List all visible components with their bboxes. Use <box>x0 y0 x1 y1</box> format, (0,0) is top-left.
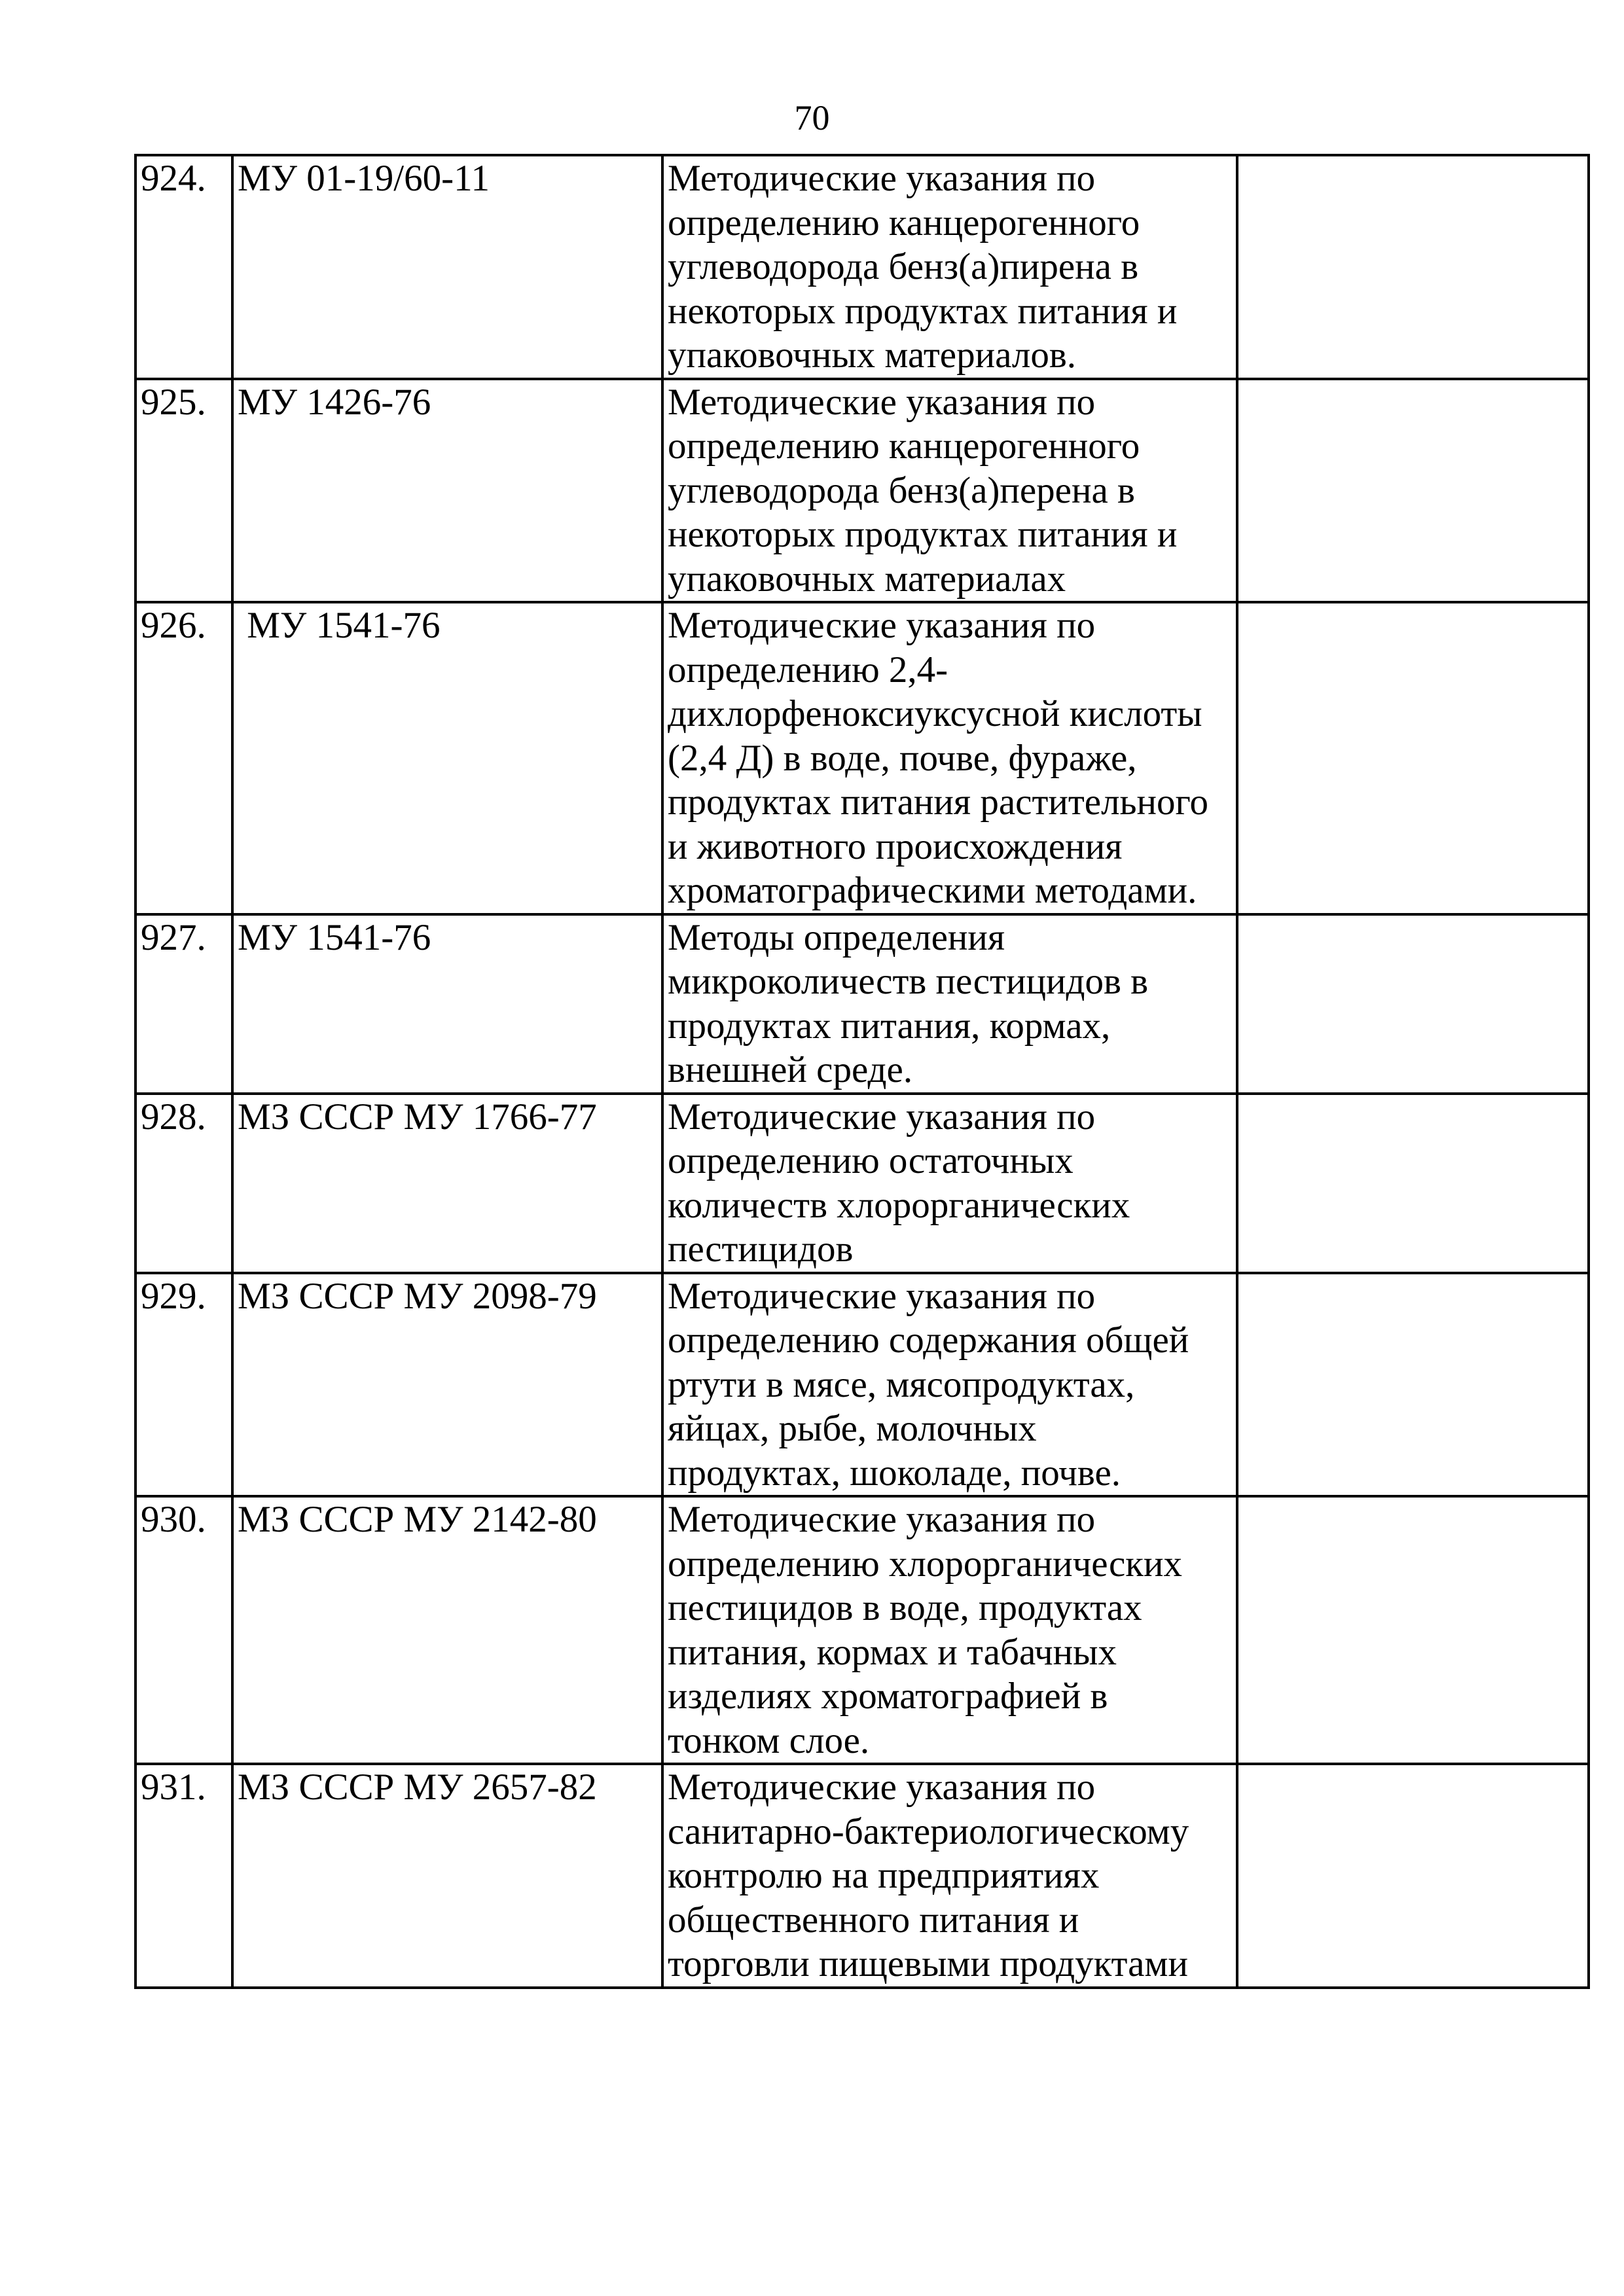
title-line: Методические указания по <box>668 1767 1096 1808</box>
document-code-cell: МЗ СССР МУ 2657-82 <box>232 1764 662 1988</box>
table-row <box>135 1496 1589 1764</box>
title-line: количеств хлорорганических <box>668 1184 1130 1226</box>
title-line: определению хлорорганических <box>668 1543 1182 1585</box>
document-title-cell <box>662 602 1237 914</box>
row-number-cell: 929. <box>135 1273 232 1497</box>
document-title-cell <box>662 1764 1237 1988</box>
table-row <box>135 914 1589 1094</box>
document-title-cell <box>662 1094 1237 1273</box>
title-line: и животного происхождения <box>668 825 1123 867</box>
document-title-cell <box>662 1273 1237 1497</box>
title-line: продуктах, шоколаде, почве. <box>668 1452 1121 1494</box>
title-line: определению содержания общей <box>668 1319 1189 1361</box>
title-line: изделиях хроматографией в <box>668 1676 1108 1717</box>
title-line: торговли пищевыми продуктами <box>668 1943 1188 1984</box>
title-line: Методы определения <box>668 916 1005 958</box>
document-code-cell: МЗ СССР МУ 2142-80 <box>232 1496 662 1764</box>
document-code-cell: МУ 1541-76 <box>232 914 662 1094</box>
note-cell <box>1237 1273 1589 1497</box>
row-number-cell: 930. <box>135 1496 232 1764</box>
title-line: пестицидов в воде, продуктах <box>668 1587 1142 1628</box>
row-number-cell: 926. <box>135 602 232 914</box>
note-cell <box>1237 1764 1589 1988</box>
document-registry-table <box>134 154 1590 1989</box>
title-line: общественного питания и <box>668 1899 1079 1941</box>
title-line: углеводорода бенз(а)перена в <box>668 469 1135 511</box>
document-title-cell <box>662 1496 1237 1764</box>
row-number-cell: 928. <box>135 1094 232 1273</box>
title-line: углеводорода бенз(а)пирена в <box>668 246 1139 287</box>
title-line: ртути в мясе, мясопродуктах, <box>668 1363 1135 1405</box>
title-line: Методические указания по <box>668 1499 1096 1540</box>
title-line: продуктах питания растительного <box>668 781 1208 823</box>
table-row <box>135 379 1589 603</box>
page-number: 70 <box>794 98 830 137</box>
row-number-cell: 927. <box>135 914 232 1094</box>
note-cell <box>1237 155 1589 379</box>
title-line: определению канцерогенного <box>668 202 1140 243</box>
table-row <box>135 1273 1589 1497</box>
table-row <box>135 155 1589 379</box>
document-title-cell <box>662 914 1237 1094</box>
document-code-cell: МЗ СССР МУ 1766-77 <box>232 1094 662 1273</box>
title-line: питания, кормах и табачных <box>668 1631 1117 1673</box>
note-cell <box>1237 914 1589 1094</box>
title-line: пестицидов <box>668 1229 854 1270</box>
title-line: некоторых продуктах питания и <box>668 514 1178 555</box>
title-line: санитарно-бактериологическому <box>668 1810 1189 1852</box>
title-line: продуктах питания, кормах, <box>668 1005 1111 1047</box>
title-line: тонком слое. <box>668 1719 870 1761</box>
title-line: Методические указания по <box>668 158 1096 199</box>
table-row <box>135 602 1589 914</box>
document-code-cell: МУ 1541-76 <box>232 602 662 914</box>
title-line: определению канцерогенного <box>668 425 1140 467</box>
title-line: внешней среде. <box>668 1049 913 1090</box>
title-line: Методические указания по <box>668 381 1096 423</box>
title-line: (2,4 Д) в воде, почве, фураже, <box>668 737 1137 779</box>
row-number-cell: 931. <box>135 1764 232 1988</box>
title-line: определению 2,4- <box>668 649 948 691</box>
title-line: контролю на предприятиях <box>668 1855 1100 1896</box>
row-number-cell: 924. <box>135 155 232 379</box>
title-line: хроматографическими методами. <box>668 870 1197 911</box>
title-line: упаковочных материалов. <box>668 334 1076 376</box>
title-line: яйцах, рыбе, молочных <box>668 1408 1037 1449</box>
title-line: упаковочных материалах <box>668 558 1066 600</box>
document-title-cell <box>662 155 1237 379</box>
note-cell <box>1237 1496 1589 1764</box>
note-cell <box>1237 602 1589 914</box>
document-code-cell: МУ 01-19/60-11 <box>232 155 662 379</box>
row-number-cell: 925. <box>135 379 232 603</box>
note-cell <box>1237 1094 1589 1273</box>
title-line: определению остаточных <box>668 1140 1074 1181</box>
table-row <box>135 1764 1589 1988</box>
title-line: некоторых продуктах питания и <box>668 290 1178 332</box>
title-line: Методические указания по <box>668 605 1096 646</box>
note-cell <box>1237 379 1589 603</box>
title-line: Методические указания по <box>668 1096 1096 1138</box>
table-body <box>135 155 1589 1988</box>
title-line: дихлорфеноксиуксусной кислоты <box>668 693 1202 734</box>
title-line: Методические указания по <box>668 1275 1096 1317</box>
title-line: микроколичеств пестицидов в <box>668 961 1149 1002</box>
document-title-cell <box>662 379 1237 603</box>
table-row <box>135 1094 1589 1273</box>
document-code-cell: МУ 1426-76 <box>232 379 662 603</box>
document-code-cell: МЗ СССР МУ 2098-79 <box>232 1273 662 1497</box>
